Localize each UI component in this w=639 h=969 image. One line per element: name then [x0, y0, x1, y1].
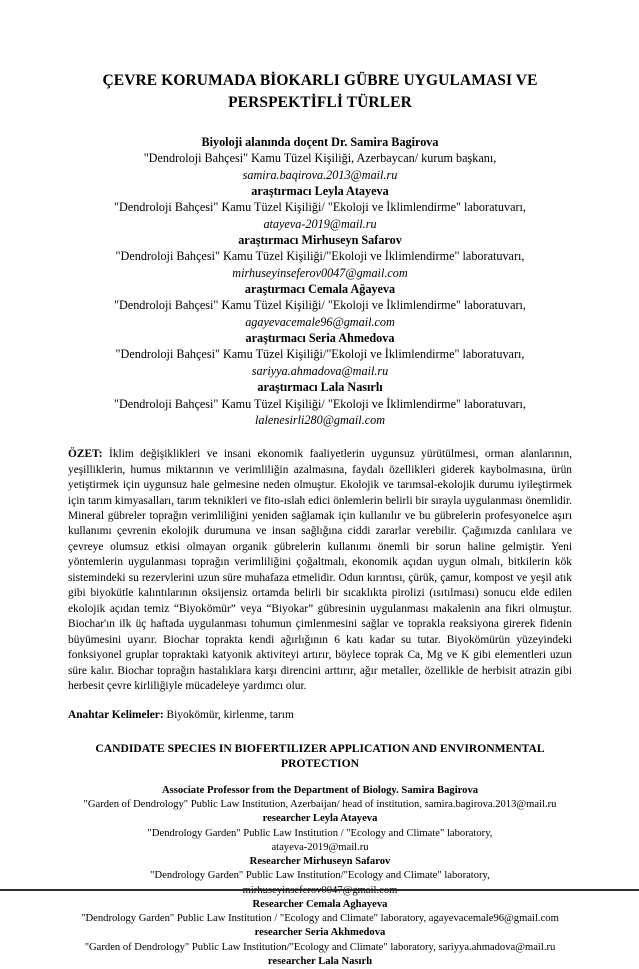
author-entry: [68, 232, 572, 281]
author-name: Associate Professor from the Department of Biology. Samira Bagirova: [161, 784, 479, 796]
author-name: araştırmacı Cemala Ağayeva: [244, 282, 396, 297]
author-name: Researcher Cemala Aghayeva: [252, 898, 388, 910]
author-affiliation: "Dendrology Garden" Public Law Institution / "Ecology and Climate" laboratory,: [147, 827, 493, 839]
author-block-english: [68, 784, 572, 969]
author-entry: [68, 134, 572, 183]
author-email[interactable]: [68, 884, 572, 898]
author-email[interactable]: sariyya.ahmadova@mail.ru: [251, 363, 389, 378]
author-affiliation: "Dendroloji Bahçesi" Kamu Tüzel Kişiliği, Azerbaycan/ kurum başkanı,: [143, 151, 497, 166]
author-name: Biyoloji alanında doçent Dr. Samira Bagirova: [201, 135, 439, 149]
author-affiliation: "Garden of Dendrology" Public Law Institution, Azerbaijan/ head of institution, samira.bagirova.2013@mail.ru: [83, 799, 557, 811]
abstract-paragraph: [68, 447, 572, 694]
author-entry: [68, 855, 572, 898]
author-entry: [68, 183, 572, 232]
author-email[interactable]: agayevacemale96@gmail.com: [245, 314, 395, 329]
author-email[interactable]: mirhuseyinseferov0047@gmail.com: [232, 265, 408, 280]
author-email[interactable]: atayeva-2019@mail.ru: [263, 216, 377, 231]
author-affiliation: "Garden of Dendrology" Public Law Institution/"Ecology and Climate" laboratory, sariyya.ahmadova@mail.ru: [84, 941, 556, 953]
page-title: ÇEVRE KORUMADA BİOKARLI GÜBRE UYGULAMASI VE PERSPEKTİFLİ TÜRLER: [102, 72, 538, 111]
author-name: researcher Seria Akhmedova: [254, 927, 386, 939]
author-entry: [68, 379, 572, 428]
author-entry: [68, 955, 572, 969]
author-entry: [68, 281, 572, 330]
keywords-label: Anahtar Kelimeler:: [68, 709, 164, 722]
author-affiliation: "Dendroloji Bahçesi" Kamu Tüzel Kişiliği/"Ekoloji ve İklimlendirme" laboratuvarı,: [115, 347, 525, 362]
abstract-label: ÖZET:: [68, 448, 103, 461]
author-name: araştırmacı Lala Nasırlı: [257, 380, 383, 395]
author-block-turkish: [68, 134, 572, 428]
page-title-english: CANDIDATE SPECIES IN BIOFERTILIZER APPLICATION AND ENVIRONMENTAL PROTECTION: [95, 741, 545, 770]
author-email[interactable]: lalenesirli280@gmail.com: [254, 412, 386, 427]
author-affiliation: "Dendroloji Bahçesi" Kamu Tüzel Kişiliği/ "Ekoloji ve İklimlendirme" laboratuvarı,: [114, 396, 526, 411]
author-name: Researcher Mirhuseyn Safarov: [249, 856, 391, 868]
author-affiliation: "Dendrology Garden" Public Law Institution/"Ecology and Climate" laboratory,: [150, 870, 490, 882]
author-name: researcher Lala Nasırlı: [267, 955, 373, 967]
author-affiliation: "Dendroloji Bahçesi" Kamu Tüzel Kişiliği/"Ekoloji ve İklimlendirme" laboratuvarı,: [115, 249, 525, 264]
author-name: araştırmacı Seria Ahmedova: [245, 331, 395, 346]
author-entry: [68, 898, 572, 926]
abstract-body: İklim değişiklikleri ve insani ekonomik faaliyetlerin uygunsuz yürütülmesi, orman alanlarının, yeşilliklerin, humus miktarının ve verimliliğin azalmasına, faydalı özellikleri giderek kaybolmasına, ürün yetiştirmek için uygunsuz hale gelmesine neden olmuştur. Ekolojik ve tarımsal-ekolojik durumu iyileştirmek için tarım kimyasalları, tarım teknikleri ve fito-ıslah edici önlemlerin belirli bir sırayla uygulanması önemlidir. Mineral gübreler toprağın verimliliğini yeniden sağlamak için kullanılır ve bu gübrelerin profesyonelce aşırı kullanımı çevrenin ekolojik durumuna ve insan sağlığına ciddi zararlar verebilir. Çağımızda canlılara ve çevreye olumsuz etkisi olmayan organik gübrelerin kullanımı önemli bir sorun haline gelmiştir. Yeni yöntemlerin uygulanması toprağın verimliliğini çoğaltmalı, ekonomik açıdan uygun olmalı, bitkilerin kök sistemindeki su rezervlerini uzun süre muhafaza etmelidir. Odun kırıntısı, çürük, çamur, kompost ve yeşil atık gibi biyokütle kalıntılarının oksijensiz ortamda belirli bir sıcaklıkta pirolizi (ısıtılması) sonucu elde edilen ekolojik açıdan temiz “Biyokömür” veya “Biyokar” gübresinin uygulanması makalenin ana fikri olmuştur. Biochar'ın ilk üç haftada uygulanması tohumun çimlenmesini sağlar ve toprakla reaksiyona girerek fidenin büyümesini uyarır. Biochar toprakta kendi ağırlığının 6 katı kadar su tutar. Biyokömürün yüzeyindeki fonksiyonel gruplar topraktaki katyonik aktiviteyi artırır, böylece toprak Ca, Mg ve K gibi elementleri uzun süre kalır. Biochar toprağın hastalıklara karşı direncini arttırır, ağır metaller, özellikle de herbisit atrazin gibi herbesit çevre kirliliğiyle mücadeleye yardımcı olur.: [68, 448, 572, 692]
keywords-line: [68, 708, 572, 723]
author-affiliation: "Dendroloji Bahçesi" Kamu Tüzel Kişiliği/ "Ekoloji ve İklimlendirme" laboratuvarı,: [114, 200, 526, 215]
author-email[interactable]: samira.baqirova.2013@mail.ru: [242, 167, 398, 182]
author-entry: [68, 784, 572, 812]
author-affiliation: "Dendroloji Bahçesi" Kamu Tüzel Kişiliği/ "Ekoloji ve İklimlendirme" laboratuvarı,: [114, 298, 526, 313]
author-entry: [68, 926, 572, 954]
page-bottom-divider: [0, 889, 639, 891]
author-entry: [68, 330, 572, 379]
author-email[interactable]: atayeva-2019@mail.ru: [271, 841, 369, 853]
author-name: araştırmacı Mirhuseyn Safarov: [238, 233, 402, 248]
keywords-value: Biyokömür, kirlenme, tarım: [163, 709, 294, 722]
page-content: [68, 0, 572, 969]
author-name: araştırmacı Leyla Atayeva: [251, 184, 389, 199]
author-name: researcher Leyla Atayeva: [262, 813, 378, 825]
author-entry: [68, 812, 572, 855]
author-affiliation: "Dendrology Garden" Public Law Institution / "Ecology and Climate" laboratory, agayevacemale96@gmail.com: [81, 913, 559, 925]
